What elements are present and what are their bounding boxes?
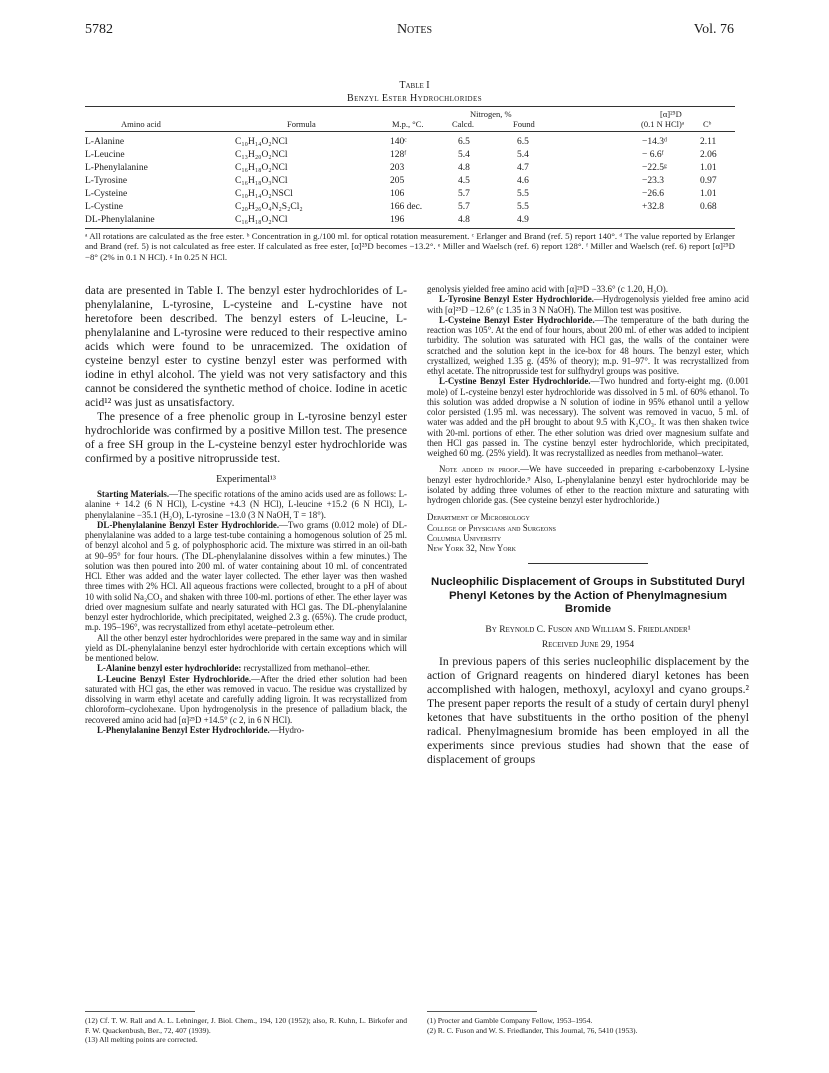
table-row: L-Leucine C₁₃H₂₀O₂NCl 128ᶠ 5.4 5.4 − 6.6ᶠ 2.06	[85, 150, 717, 160]
table-head-rule	[85, 131, 735, 132]
table-title: Benzyl Ester Hydrochlorides	[347, 93, 482, 104]
footnote: (13) All melting points are corrected.	[85, 1035, 198, 1045]
footnotes-right	[427, 1016, 749, 1035]
header-formula: Formula	[287, 119, 316, 129]
header-rotation-2: (0.1 N HCl)ᵃ	[641, 119, 685, 129]
paragraph: L-Phenylalanine Benzyl Ester Hydrochloride.—Hydro-	[97, 724, 305, 735]
table-number: Table I	[399, 80, 430, 91]
footnote-rule	[427, 1011, 537, 1012]
paragraph: L-Cystine Benzyl Ester Hydrochloride.—Two hundred and forty-eight mg. (0.001 mole) of L-cysteine benzyl ester hydrochloride was dissolved in 5 ml. of 60% ethanol. To this solution was added dropwise a N solution of iodine in 95% ethanol until a yellow color persisted (1.95 ml. was necessary). The solvent was removed in vacuo, 5 ml. of water was added and the pH brought to about 9.5 with K₂CO₃. It was then shaken twice with 20-ml. portions of ether. The ether solution was dried over magnesium sulfate and then HCl gas passed in. The cystine benzyl ester hydrochloride, which precipitated, weighed 60 mg. (25% yield). It was recrystallized as needles from methanol–water.	[427, 376, 749, 458]
table-row: L-Cystine C₂₀H₂₆O₄N₂S₂Cl₂ 166 dec. 5.7 5.5 +32.8 0.68	[85, 202, 717, 212]
paragraph: Starting Materials.—The specific rotations of the amino acids used are as follows: L-alanine + 14.2 (6 N HCl), L-cystine +4.3 (N HCl), L-leucine +15.2 (6 N HCl), L-phenylalanine −35.1 (H₂O), L-tyrosine −13.0 (3 N NaOH, T = 18°).	[85, 489, 407, 520]
header-c: Cᵇ	[703, 119, 712, 129]
table-bottom-rule	[85, 228, 735, 229]
table-top-rule	[85, 106, 735, 107]
header-nitrogen: Nitrogen, %	[470, 109, 512, 119]
paragraph: L-Leucine Benzyl Ester Hydrochloride.—After the dried ether solution had been saturated with HCl gas, the ether was removed in vacuo. The residue was crystallized by dissolving in warm ethyl acetate and carefully adding ligroin. It was recrystallized from chloroform–cyclohexane. Upon hydrogenolysis in the presence of palladium black, the recovered amino acid had [α]²⁵D +14.5° (c 2, in 6 N HCl).	[85, 673, 407, 725]
affiliation: Department of Microbiology College of Physicians and Surgeons Columbia University New York 32, New York	[427, 512, 557, 553]
paragraph: L-Cysteine Benzyl Ester Hydrochloride.—The temperature of the bath during the reaction was 105°. At the end of four hours, about 200 ml. of ether was added to incipient turbidity. The solution was saturated with HCl gas, the walls of the container were scratched and the solution kept in the ice-box for 48 hours. The benzyl ester, which crystallized, weighed 1.35 g. (45% of theory); m.p. 91–97°. It was recrystallized from ethyl acetate. The nitroprusside test for sulfhydryl groups was positive.	[427, 314, 749, 376]
right-column	[427, 284, 749, 767]
left-column	[85, 284, 407, 735]
footnote: (1) Procter and Gamble Company Fellow, 1953–1954.	[427, 1016, 593, 1025]
footnote-rule	[85, 1011, 195, 1012]
header-calcd: Calcd.	[452, 119, 474, 129]
table-row: L-Cysteine C₁₀H₁₄O₂NSCl 106 5.7 5.5 −26.6 1.01	[85, 189, 717, 199]
header-found: Found	[513, 119, 535, 129]
paragraph: In previous papers of this series nucleophilic displacement by the action of Grignard reagents on hindered diaryl ketones has been accomplished with halogen, methoxyl, acyloxyl and cyano groups.² The present paper reports the result of a study of certain duryl phenyl ketones that have substituents in the ortho position of the phenyl radical. Phenylmagnesium bromide has been employed in all the experiments since previous studies had shown that the ease of displacement of groups	[427, 654, 749, 766]
table-row: L-Tyrosine C₁₆H₁₈O₃NCl 205 4.5 4.6 −23.3 0.97	[85, 176, 717, 186]
page-number: 5782	[85, 22, 113, 37]
paragraph: L-Tyrosine Benzyl Ester Hydrochloride.—Hydrogenolysis yielded free amino acid with [α]²⁵D −12.6° (c 1.35 in 3 N NaOH). The Millon test was positive.	[427, 294, 749, 315]
paragraph: data are presented in Table I. The benzyl ester hydrochlorides of L-phenylalanine, L-tyrosine, L-cysteine and L-cystine have not heretofore been described. The benzyl esters of L-leucine, L-phenylalanine and L-tyrosine were reduced to their respective amino acids which were found to be unracemized. The oxidation of cysteine benzyl ester to cystine benzyl ester was performed with iodine in ethyl alcohol. The yield was not very satisfactory and this cannot be considered the synthetic method of choice. Iodine in acetic acid¹² was just as unsatisfactory.	[85, 284, 407, 409]
header-mp: M.p., °C.	[392, 119, 424, 129]
table-row: DL-Phenylalanine C₁₆H₁₈O₂NCl 196 4.8 4.9	[85, 215, 529, 225]
paragraph: genolysis yielded free amino acid with [α]²⁵D −33.6° (c 1.20, H₂O).	[427, 284, 668, 294]
paragraph: DL-Phenylalanine Benzyl Ester Hydrochloride.—Two grams (0.012 mole) of DL-phenylalanine was added to a large test-tube containing a homogenous solution of 25 ml. of benzyl alcohol and 5 g. of polyphosphoric acid. The mixture was stirred in an oil-bath at 90–95° for four hours. (The DL-phenylalanine dissolves within a few minutes.) The solution was then poured into 200 ml. of water containing about 10 ml. of concentrated HCl. Ether was added and the water layer collected. The ether layer was then washed three times with 2% HCl. All aqueous fractions were collected, brought to a pH of about 10 with solid Na₂CO₃ and shaken with three 100-ml. portions of ether. The ether layer was dried over magnesium sulfate and nearly saturated with HCl gas. The DL-phenylalanine benzyl ester hydrochloride, which precipitated, weighed 2.3 g. (65%). The crude product, m.p. 195–196°, was recrystallized from ethyl acetate–petroleum ether.	[85, 519, 407, 633]
volume-label: Vol. 76	[693, 22, 734, 37]
section-heading: Experimental¹³	[216, 474, 276, 485]
byline: By Reynold C. Fuson and William S. Friedlander¹	[485, 624, 691, 635]
received-date: Received June 29, 1954	[541, 639, 635, 650]
paragraph: The presence of a free phenolic group in L-tyrosine benzyl ester hydrochloride was confirmed by a positive Millon test. The presence of a free SH group in the L-cysteine benzyl ester hydrochloride was confirmed by a positive nitroprusside test.	[85, 410, 407, 465]
table-footnotes: ᵃ All rotations are calculated as the free ester. ᵇ Concentration in g./100 ml. for optical rotation measurement. ᶜ Erlanger and Brand (ref. 5) report 140°. ᵈ The value reported by Erlanger and Brand (ref. 5) is not calculated as free ester. If calculated as free ester, [α]²⁵D becomes −13.2°. ᵉ Miller and Waelsch (ref. 6) report 128°. ᶠ Miller and Waelsch (ref. 6) report [α]²⁵D −8° (2% in 0.1 N HCl). ᵍ In 0.25 N HCl.	[85, 231, 735, 262]
article-divider	[528, 563, 648, 564]
article-title: Nucleophilic Displacement of Groups in Substituted Duryl Phenyl Ketones by the Action of Phenylmagnesium Bromide	[431, 576, 745, 616]
running-head: Notes	[396, 22, 433, 37]
table-row: L-Phenylalanine C₁₆H₁₈O₂NCl 203 4.8 4.7 −22.5ᵍ 1.01	[85, 163, 717, 173]
paragraph: All the other benzyl ester hydrochlorides were prepared in the same way and in similar yield as DL-phenylalanine benzyl ester hydrochloride with certain exceptions which will be mentioned below.	[85, 632, 407, 663]
footnotes-left	[85, 1016, 407, 1045]
header-amino-acid: Amino acid	[121, 119, 161, 129]
note-added-in-proof: Note added in proof.—We have succeeded in preparing ε-carbobenzoxy L-lysine benzyl ester hydrochloride.⁹ Also, L-phenylalanine benzyl ester hydrochloride may be isolated by adding three volumes of ether to the reaction mixture and saturating with hydrogen chloride gas. (See cysteine benzyl ester hydrochloride.)	[427, 464, 749, 505]
footnote: (12) Cf. T. W. Rall and A. L. Lehninger, J. Biol. Chem., 194, 120 (1952); also, R. Kuhn, L. Birkofer and F. W. Quackenbush, Ber., 72, 407 (1939).	[85, 1016, 407, 1035]
header-rotation-1: [α]²⁵D	[660, 109, 682, 119]
paragraph: L-Alanine benzyl ester hydrochloride: recrystallized from methanol–ether.	[97, 663, 371, 674]
table-row: L-Alanine C₁₀H₁₄O₂NCl 140ᶜ 6.5 6.5 −14.3ᵈ 2.11	[85, 137, 717, 147]
footnote: (2) R. C. Fuson and W. S. Friedlander, This Journal, 76, 5410 (1953).	[427, 1025, 638, 1035]
